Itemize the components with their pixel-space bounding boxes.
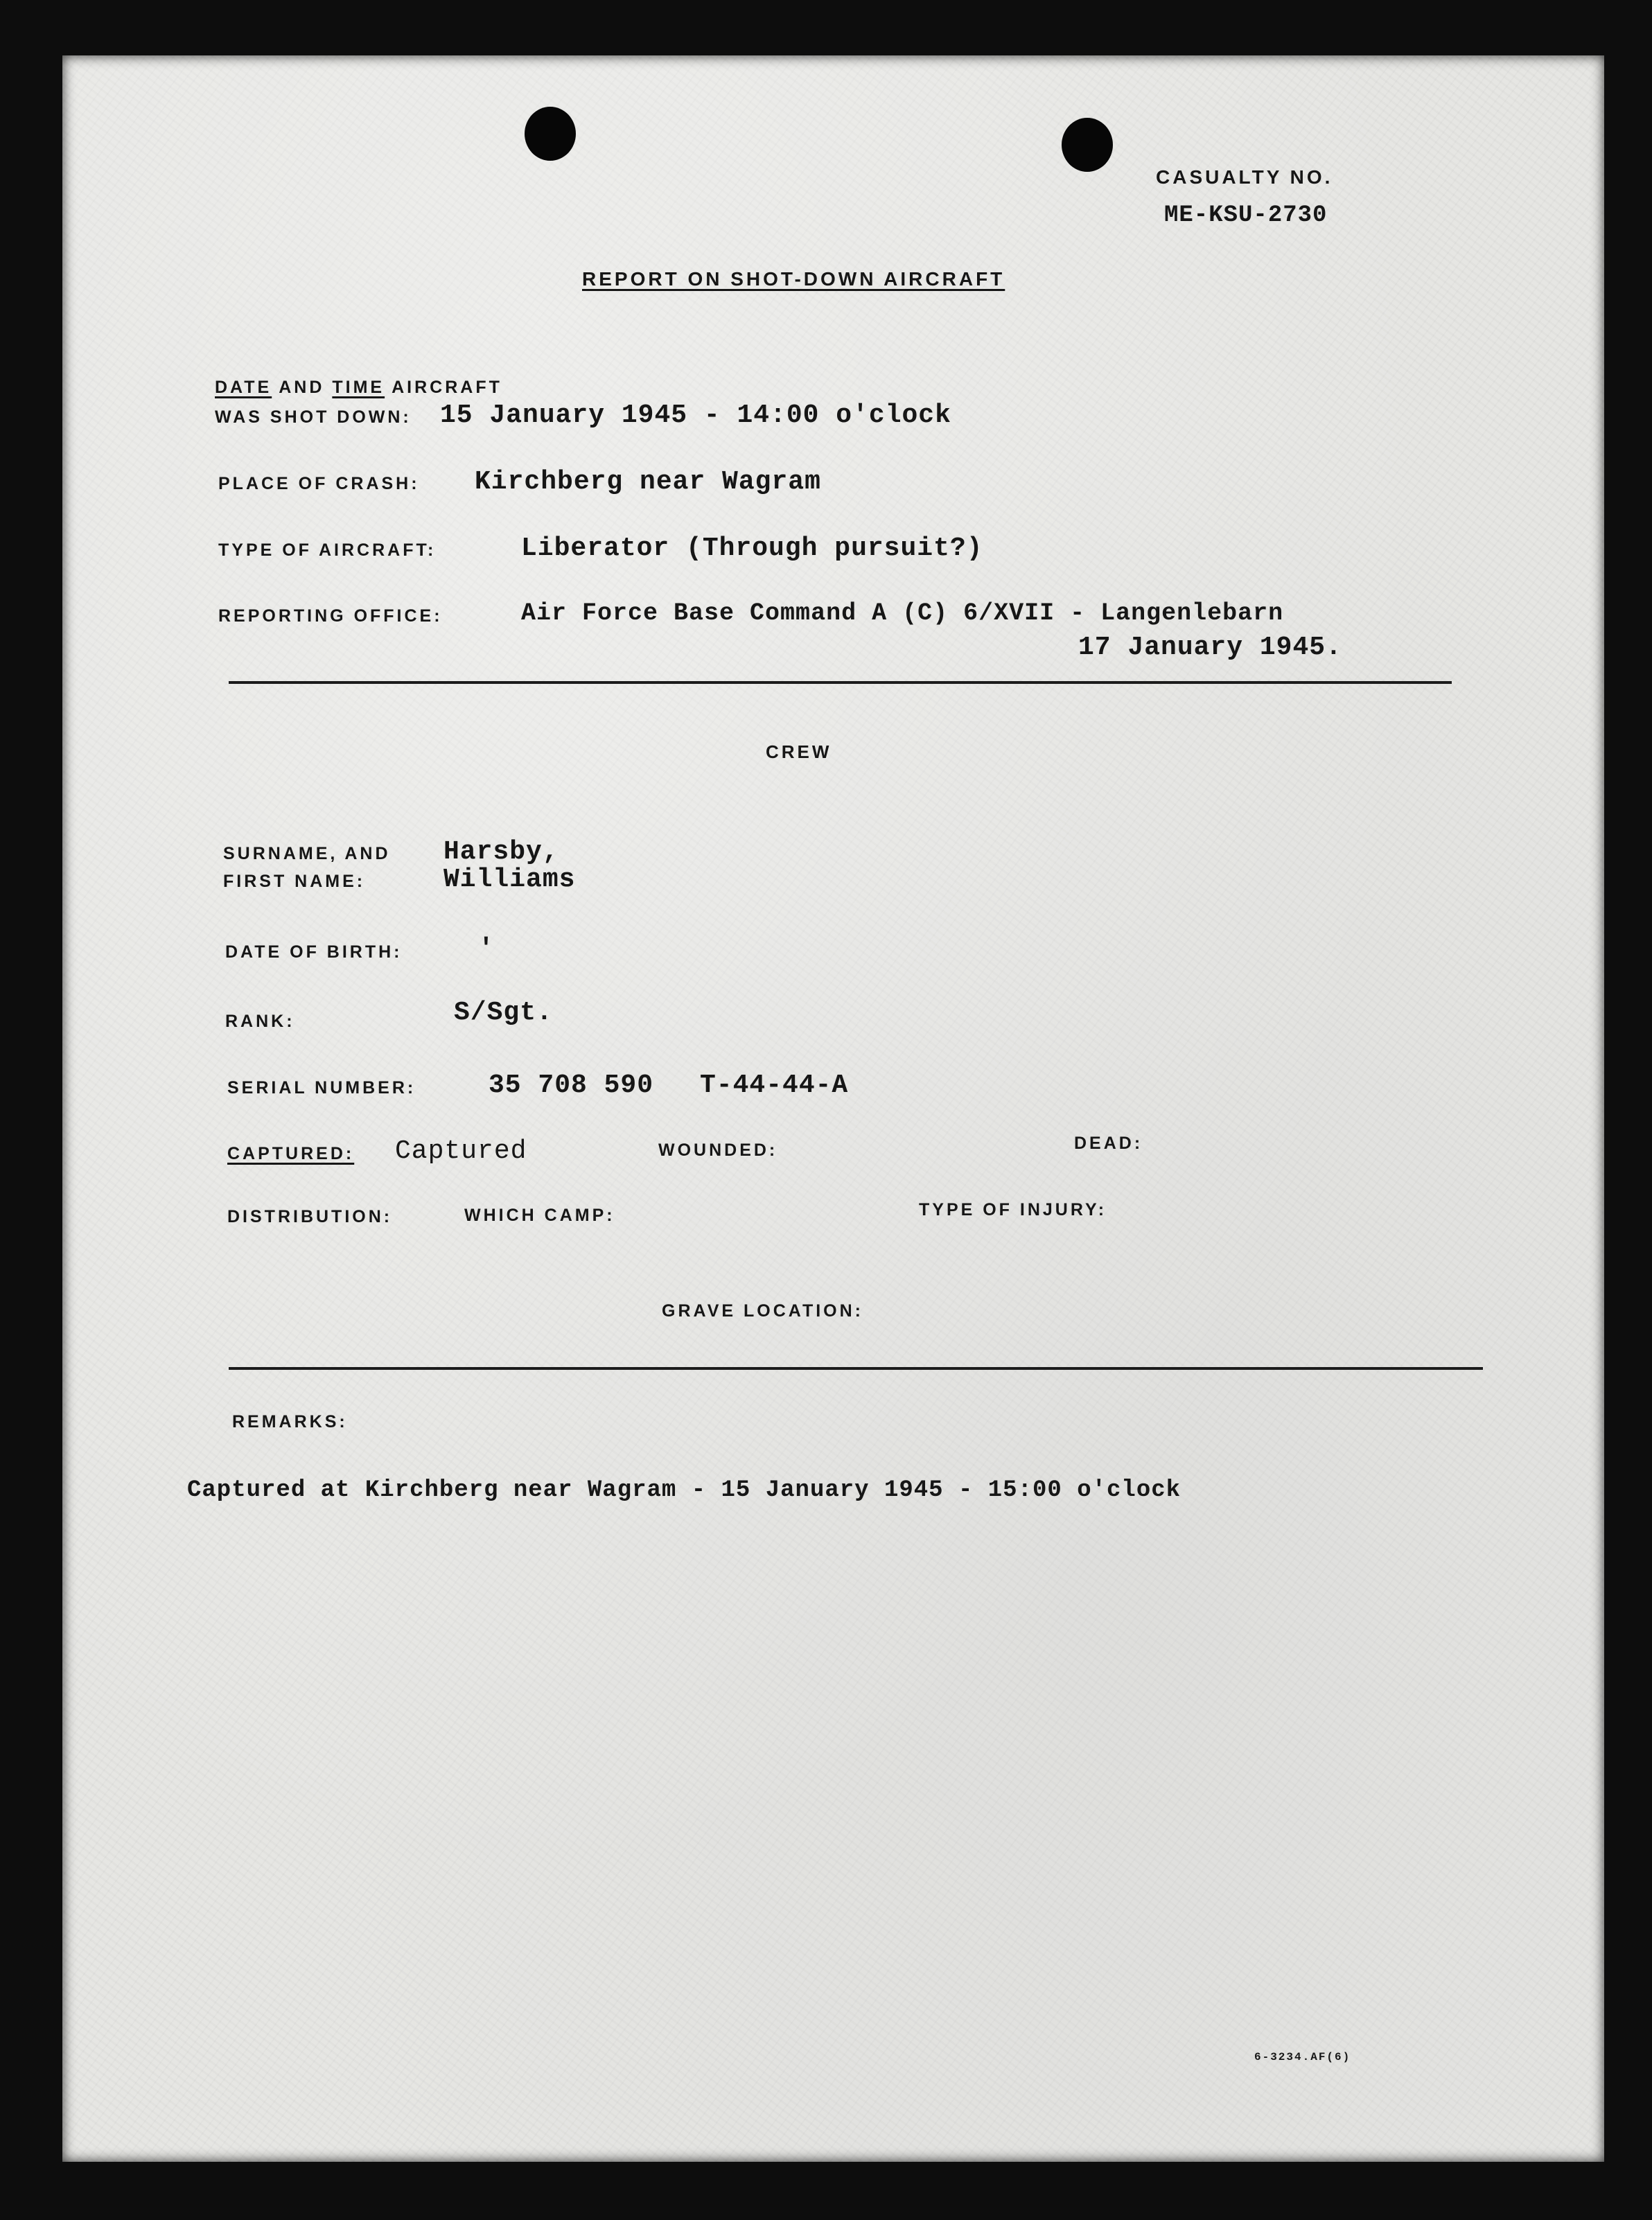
wounded-label: WOUNDED: (658, 1140, 778, 1160)
and-word: AND (279, 378, 325, 397)
divider-top (229, 681, 1452, 684)
surname-label-line2: FIRST NAME: (223, 872, 366, 891)
first-name-value: Williams (443, 865, 576, 895)
captured-value: Captured (395, 1136, 527, 1166)
date-word: DATE (215, 378, 272, 397)
aircraft-type-label: TYPE OF AIRCRAFT: (218, 540, 437, 560)
grave-location-label: GRAVE LOCATION: (662, 1301, 864, 1321)
place-label: PLACE OF CRASH: (218, 474, 420, 493)
date-time-label-line2: WAS SHOT DOWN: (215, 407, 412, 427)
casualty-number: ME-KSU-2730 (1164, 202, 1328, 229)
date-time-label-line1 (215, 378, 502, 398)
rank-label: RANK: (225, 1012, 295, 1031)
reporting-office-value: Air Force Base Command A (C) 6/XVII - Langenlebarn (521, 599, 1284, 627)
date-of-birth-label: DATE OF BIRTH: (225, 942, 403, 962)
aircraft-type-value: Liberator (Through pursuit?) (521, 534, 983, 563)
reporting-office-date: 17 January 1945. (1078, 633, 1342, 662)
divider-bottom (229, 1367, 1483, 1370)
surname-label-line1: SURNAME, AND (223, 844, 391, 863)
distribution-label: DISTRIBUTION: (227, 1207, 393, 1226)
date-of-birth-value: ' (478, 934, 495, 964)
date-time-value: 15 January 1945 - 14:00 o'clock (440, 400, 951, 430)
rank-value: S/Sgt. (454, 998, 553, 1028)
captured-label: CAPTURED: (227, 1144, 355, 1163)
serial-code-value: T-44-44-A (700, 1071, 849, 1100)
casualty-label: CASUALTY NO. (1156, 166, 1333, 188)
serial-number-value: 35 708 590 (489, 1071, 654, 1100)
document-page (62, 55, 1604, 2162)
punch-hole-right (1062, 118, 1113, 172)
surname-value: Harsby, (443, 837, 559, 867)
time-word: TIME (332, 378, 385, 397)
form-code: 6-3234.AF(6) (1254, 2051, 1351, 2063)
reporting-office-label: REPORTING OFFICE: (218, 606, 443, 626)
report-title: REPORT ON SHOT-DOWN AIRCRAFT (582, 268, 1005, 290)
aircraft-word: AIRCRAFT (392, 378, 502, 397)
remarks-text: Captured at Kirchberg near Wagram - 15 January 1945 - 15:00 o'clock (187, 1477, 1181, 1504)
which-camp-label: WHICH CAMP: (464, 1206, 615, 1225)
dead-label: DEAD: (1074, 1134, 1143, 1153)
crew-heading: CREW (766, 741, 832, 762)
place-value: Kirchberg near Wagram (475, 467, 821, 497)
serial-number-label: SERIAL NUMBER: (227, 1078, 416, 1098)
remarks-label: REMARKS: (232, 1412, 348, 1431)
punch-hole-left (525, 107, 576, 161)
type-of-injury-label: TYPE OF INJURY: (919, 1200, 1107, 1219)
